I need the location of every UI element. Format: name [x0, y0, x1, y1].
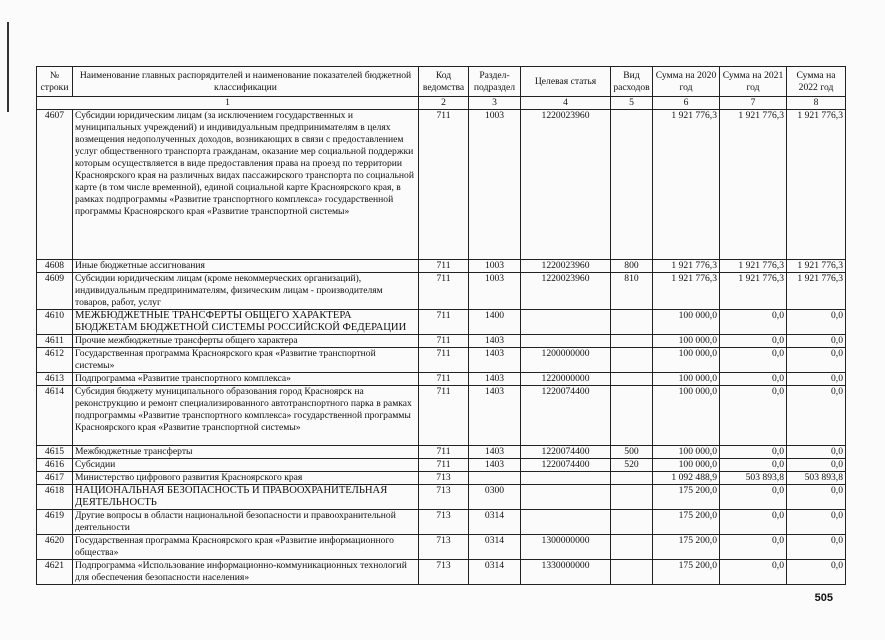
sum-2021: 0,0 [720, 386, 787, 446]
sum-2022: 503 893,8 [787, 472, 846, 485]
sum-2020: 175 200,0 [653, 535, 720, 560]
row-number: 4615 [37, 446, 73, 459]
row-number: 4611 [37, 335, 73, 348]
sum-2022: 0,0 [787, 348, 846, 373]
expense-type [611, 386, 653, 446]
row-name: Прочие межбюджетные трансферты общего характера [73, 335, 419, 348]
target-article: 1220023960 [521, 260, 611, 273]
expense-type [611, 510, 653, 535]
department-code: 711 [419, 386, 469, 446]
row-number: 4617 [37, 472, 73, 485]
expense-type [611, 348, 653, 373]
row-name: Государственная программа Красноярского края «Развитие транспортной системы» [73, 348, 419, 373]
sum-2021: 0,0 [720, 310, 787, 335]
target-article: 1220023960 [521, 273, 611, 310]
row-name: Субсидии юридическим лицам (кроме некоммерческих организаций), индивидуальным предпринимателям, физическим лицам - производителям товаров, работ, услуг [73, 273, 419, 310]
section-code: 1403 [469, 459, 521, 472]
expense-type: 810 [611, 273, 653, 310]
sum-2020: 100 000,0 [653, 386, 720, 446]
header-department-code: Код ведомства [419, 67, 469, 97]
target-article [521, 485, 611, 510]
row-name: Подпрограмма «Развитие транспортного комплекса» [73, 373, 419, 386]
section-code: 1403 [469, 348, 521, 373]
target-article: 1330000000 [521, 560, 611, 585]
department-code: 713 [419, 510, 469, 535]
sum-2022: 0,0 [787, 459, 846, 472]
header-name: Наименование главных распорядителей и наименование показателей бюджетной классификации [73, 67, 419, 97]
section-code: 1003 [469, 110, 521, 260]
budget-table [36, 66, 846, 585]
department-code: 711 [419, 348, 469, 373]
target-article [521, 472, 611, 485]
section-code: 1400 [469, 310, 521, 335]
section-code: 1403 [469, 335, 521, 348]
department-code: 711 [419, 110, 469, 260]
row-number: 4618 [37, 485, 73, 510]
row-number: 4610 [37, 310, 73, 335]
header-section: Раздел-подраздел [469, 67, 521, 97]
table-row [37, 260, 846, 273]
table-row [37, 386, 846, 446]
sum-2022: 0,0 [787, 373, 846, 386]
target-article [521, 510, 611, 535]
target-article: 1220074400 [521, 446, 611, 459]
row-name: НАЦИОНАЛЬНАЯ БЕЗОПАСНОСТЬ И ПРАВООХРАНИТЕЛЬНАЯ ДЕЯТЕЛЬНОСТЬ [73, 485, 419, 510]
expense-type: 520 [611, 459, 653, 472]
header-row [37, 67, 846, 97]
expense-type [611, 485, 653, 510]
row-name: Субсидия бюджету муниципального образования город Красноярск на реконструкцию и ремонт специализированного автотранспортного парка в рамках подпрограммы «Развитие транспортного комплекса» государственной программы Красноярского края «Развитие транспортной системы» [73, 386, 419, 446]
sum-2021: 0,0 [720, 535, 787, 560]
row-name: МЕЖБЮДЖЕТНЫЕ ТРАНСФЕРТЫ ОБЩЕГО ХАРАКТЕРА БЮДЖЕТАМ БЮДЖЕТНОЙ СИСТЕМЫ РОССИЙСКОЙ ФЕДЕРАЦИИ [73, 310, 419, 335]
sum-2021: 0,0 [720, 485, 787, 510]
sum-2021: 0,0 [720, 446, 787, 459]
sum-2020: 100 000,0 [653, 373, 720, 386]
column-index-row [37, 97, 846, 110]
section-code: 1403 [469, 446, 521, 459]
row-number: 4620 [37, 535, 73, 560]
sum-2020: 1 921 776,3 [653, 273, 720, 310]
header-sum-2021: Сумма на 2021 год [720, 67, 787, 97]
expense-type: 800 [611, 260, 653, 273]
department-code: 711 [419, 459, 469, 472]
sum-2020: 175 200,0 [653, 485, 720, 510]
sum-2022: 1 921 776,3 [787, 110, 846, 260]
sum-2020: 175 200,0 [653, 560, 720, 585]
department-code: 713 [419, 535, 469, 560]
sum-2022: 1 921 776,3 [787, 273, 846, 310]
header-row-number: № строки [37, 67, 73, 97]
department-code: 711 [419, 273, 469, 310]
sum-2022: 0,0 [787, 386, 846, 446]
sum-2021: 0,0 [720, 560, 787, 585]
sum-2021: 503 893,8 [720, 472, 787, 485]
department-code: 713 [419, 472, 469, 485]
column-index: 5 [611, 97, 653, 110]
expense-type [611, 110, 653, 260]
column-index: 7 [720, 97, 787, 110]
sum-2021: 1 921 776,3 [720, 110, 787, 260]
section-code: 1403 [469, 373, 521, 386]
table-row [37, 459, 846, 472]
table-row [37, 472, 846, 485]
sum-2022: 0,0 [787, 446, 846, 459]
sum-2021: 0,0 [720, 335, 787, 348]
row-number: 4619 [37, 510, 73, 535]
target-article: 1220023960 [521, 110, 611, 260]
row-name: Субсидии юридическим лицам (за исключением государственных и муниципальных учреждений) и индивидуальным предпринимателям в целях возмещения недополученных доходов, возникающих в связи с предоставлением услуг общественного транспорта гражданам, оказание мер социальной поддержки которым осуществляется в виде предоставления права на проезд по территории Красноярского края на различных видах пассажирского транспорта по социальной карте (в том числе временной), единой социальной карте Красноярского края, в рамках подпрограммы «Развитие транспортного комплекса» государственной программы Красноярского края «Развитие транспортной системы» [73, 110, 419, 260]
target-article: 1220074400 [521, 386, 611, 446]
target-article [521, 310, 611, 335]
sum-2020: 100 000,0 [653, 446, 720, 459]
department-code: 711 [419, 446, 469, 459]
sum-2021: 0,0 [720, 373, 787, 386]
expense-type [611, 310, 653, 335]
row-name: Подпрограмма «Использование информационно-коммуникационных технологий для обеспечения безопасности населения» [73, 560, 419, 585]
row-name: Межбюджетные трансферты [73, 446, 419, 459]
column-index: 3 [469, 97, 521, 110]
section-code: 1403 [469, 386, 521, 446]
section-code: 0314 [469, 510, 521, 535]
table-row [37, 510, 846, 535]
expense-type [611, 535, 653, 560]
table-row [37, 273, 846, 310]
department-code: 711 [419, 373, 469, 386]
row-number: 4607 [37, 110, 73, 260]
expense-type [611, 472, 653, 485]
table-row [37, 485, 846, 510]
page-number: 505 [814, 592, 833, 604]
expense-type: 500 [611, 446, 653, 459]
sum-2022: 1 921 776,3 [787, 260, 846, 273]
sum-2020: 1 921 776,3 [653, 260, 720, 273]
header-sum-2020: Сумма на 2020 год [653, 67, 720, 97]
scan-artifact-line [7, 22, 9, 112]
section-code [469, 472, 521, 485]
row-number: 4608 [37, 260, 73, 273]
sum-2022: 0,0 [787, 560, 846, 585]
sum-2021: 1 921 776,3 [720, 273, 787, 310]
header-target-article: Целевая статья [521, 67, 611, 97]
expense-type [611, 373, 653, 386]
row-name: Министерство цифрового развития Красноярского края [73, 472, 419, 485]
department-code: 713 [419, 560, 469, 585]
department-code: 711 [419, 310, 469, 335]
section-code: 0314 [469, 535, 521, 560]
column-index: 1 [37, 97, 419, 110]
table-row [37, 373, 846, 386]
department-code: 711 [419, 335, 469, 348]
target-article: 1220000000 [521, 373, 611, 386]
section-code: 0300 [469, 485, 521, 510]
section-code: 0314 [469, 560, 521, 585]
department-code: 711 [419, 260, 469, 273]
sum-2020: 1 092 488,9 [653, 472, 720, 485]
sum-2020: 1 921 776,3 [653, 110, 720, 260]
column-index: 2 [419, 97, 469, 110]
column-index: 8 [787, 97, 846, 110]
header-sum-2022: Сумма на 2022 год [787, 67, 846, 97]
target-article [521, 335, 611, 348]
row-number: 4613 [37, 373, 73, 386]
row-number: 4621 [37, 560, 73, 585]
sum-2022: 0,0 [787, 535, 846, 560]
sum-2021: 0,0 [720, 459, 787, 472]
column-index: 4 [521, 97, 611, 110]
table-row [37, 535, 846, 560]
header-expense-type: Вид расходов [611, 67, 653, 97]
sum-2020: 100 000,0 [653, 310, 720, 335]
row-name: Другие вопросы в области национальной безопасности и правоохранительной деятельности [73, 510, 419, 535]
sum-2020: 100 000,0 [653, 459, 720, 472]
sum-2021: 0,0 [720, 510, 787, 535]
target-article: 1200000000 [521, 348, 611, 373]
row-name: Иные бюджетные ассигнования [73, 260, 419, 273]
section-code: 1003 [469, 273, 521, 310]
sum-2020: 100 000,0 [653, 335, 720, 348]
sum-2022: 0,0 [787, 335, 846, 348]
sum-2020: 100 000,0 [653, 348, 720, 373]
target-article: 1300000000 [521, 535, 611, 560]
sum-2022: 0,0 [787, 510, 846, 535]
sum-2022: 0,0 [787, 310, 846, 335]
expense-type [611, 335, 653, 348]
table-row [37, 110, 846, 260]
row-number: 4609 [37, 273, 73, 310]
sum-2021: 1 921 776,3 [720, 260, 787, 273]
table-row [37, 335, 846, 348]
row-number: 4616 [37, 459, 73, 472]
sum-2020: 175 200,0 [653, 510, 720, 535]
table-row [37, 446, 846, 459]
section-code: 1003 [469, 260, 521, 273]
row-name: Субсидии [73, 459, 419, 472]
table-row [37, 560, 846, 585]
sum-2022: 0,0 [787, 485, 846, 510]
table-row [37, 348, 846, 373]
row-name: Государственная программа Красноярского края «Развитие информационного общества» [73, 535, 419, 560]
table-row [37, 310, 846, 335]
sum-2021: 0,0 [720, 348, 787, 373]
expense-type [611, 560, 653, 585]
department-code: 713 [419, 485, 469, 510]
row-number: 4614 [37, 386, 73, 446]
target-article: 1220074400 [521, 459, 611, 472]
column-index: 6 [653, 97, 720, 110]
row-number: 4612 [37, 348, 73, 373]
